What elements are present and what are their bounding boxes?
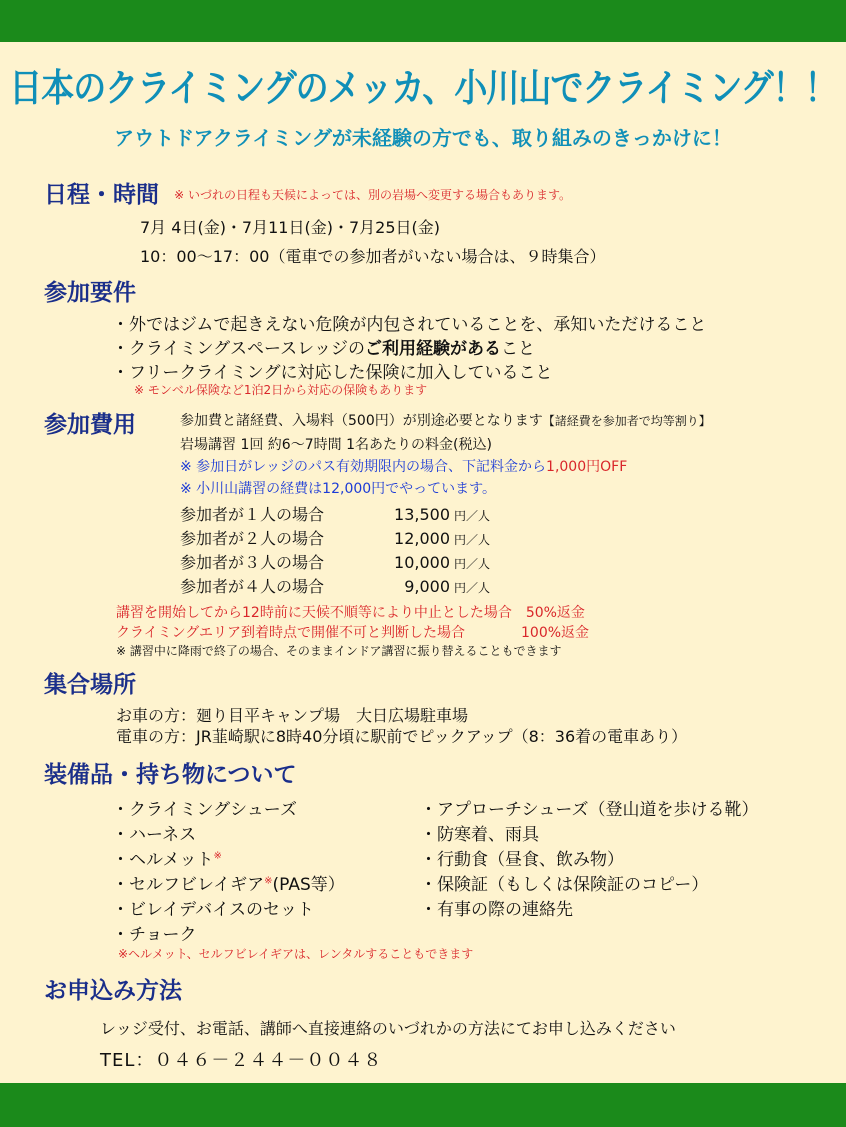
bottom-green-bar bbox=[0, 1083, 846, 1127]
requirement-item-1: ・外ではジムで起きえない危険が内包されていることを、承知いただけること bbox=[112, 315, 707, 335]
fee-line-3 bbox=[180, 456, 627, 476]
price-row bbox=[180, 574, 490, 597]
price-amount: 10,000 bbox=[394, 553, 450, 572]
schedule-time: 10：00～17：00（電車での参加者がいない場合は、９時集合） bbox=[140, 247, 606, 266]
price-row bbox=[180, 502, 490, 525]
price-amount: 13,500 bbox=[394, 505, 450, 524]
fee-line-4: ※ 小川山講習の経費は12,000円でやっています。 bbox=[180, 481, 497, 497]
equipment-item-left bbox=[112, 845, 222, 870]
price-amount: 12,000 bbox=[394, 529, 450, 548]
equipment-item-left: ・チョーク bbox=[112, 925, 197, 945]
equipment-item-left: ・ハーネス bbox=[112, 825, 197, 845]
price-label: 参加者が３人の場合 bbox=[180, 553, 325, 572]
fee-line-1-text: 参加費と諸経費、入場料（500円）が別途必要となります bbox=[180, 413, 543, 429]
equipment-helmet-label: ・ヘルメット bbox=[112, 850, 214, 870]
equipment-heading: 装備品・持ち物について bbox=[44, 762, 297, 788]
schedule-dates: 7月 4日(金)・7月11日(金)・7月25日(金) bbox=[140, 218, 440, 237]
fee-line-3-text: ※ 参加日がレッジのパス有効期限内の場合、下記料金から bbox=[180, 459, 547, 475]
price-unit: 円／人 bbox=[454, 533, 491, 547]
equipment-self-label: ・セルフビレイギア bbox=[112, 875, 265, 895]
refund-line-1: 講習を開始してから12時前に天候不順等により中止とした場合 50%返金 bbox=[116, 605, 585, 621]
fee-line-1-note: 【諸経費を参加者で均等割り】 bbox=[542, 414, 711, 428]
equipment-item-right: ・保険証（もしくは保険証のコピー） bbox=[420, 875, 709, 895]
top-green-bar bbox=[0, 0, 846, 42]
requirement-item-2-bold: ご利用経験がある bbox=[364, 339, 501, 359]
schedule-note: ※ いづれの日程も天候によっては、別の岩場へ変更する場合もあります。 bbox=[174, 188, 572, 202]
equipment-item-right: ・行動食（昼食、飲み物） bbox=[420, 850, 624, 870]
equipment-item-left bbox=[112, 870, 345, 895]
fee-discount: 1,000円OFF bbox=[546, 459, 628, 475]
equipment-self-suffix: (PAS等） bbox=[272, 875, 345, 895]
apply-text: レッジ受付、お電話、講師へ直接連絡のいづれかの方法にてお申し込みください bbox=[100, 1019, 676, 1038]
fee-line-1 bbox=[180, 410, 711, 430]
price-unit: 円／人 bbox=[454, 581, 491, 595]
price-row bbox=[180, 550, 490, 573]
meeting-heading: 集合場所 bbox=[44, 672, 136, 698]
price-amount: 9,000 bbox=[404, 577, 450, 596]
rain-note: ※ 講習中に降雨で終了の場合、そのままインドア講習に振り替えることもできます bbox=[116, 644, 562, 658]
equipment-item-right: ・防寒着、雨具 bbox=[420, 825, 539, 845]
requirement-item-3: ・フリークライミングに対応した保険に加入していること bbox=[112, 363, 553, 383]
self-mark: ※ bbox=[264, 875, 273, 887]
equipment-item-right: ・有事の際の連絡先 bbox=[420, 900, 573, 920]
schedule-heading: 日程・時間 bbox=[44, 182, 159, 208]
equipment-item-left: ・クライミングシューズ bbox=[112, 800, 297, 820]
page-title: 日本のクライミングのメッカ、小川山でクライミング！！ bbox=[9, 65, 837, 111]
apply-tel: TEL：０４６－２４４－００４８ bbox=[100, 1050, 383, 1071]
price-label: 参加者が２人の場合 bbox=[180, 529, 325, 548]
meeting-car: お車の方：廻り目平キャンプ場 大日広場駐車場 bbox=[116, 706, 469, 725]
fee-line-2: 岩場講習 1回 約6～7時間 1名あたりの料金(税込) bbox=[180, 437, 492, 453]
requirements-note: ※ モンベル保険など1泊2日から対応の保険もあります bbox=[134, 383, 428, 397]
schedule-section bbox=[44, 176, 571, 209]
refund-line-2: クライミングエリア到着時点で開催不可と判断した場合 100%返金 bbox=[116, 625, 590, 641]
price-unit: 円／人 bbox=[454, 557, 491, 571]
helmet-mark: ※ bbox=[213, 850, 222, 862]
page-subtitle: アウトドアクライミングが未経験の方でも、取り組みのきっかけに！ bbox=[114, 126, 732, 150]
price-label: 参加者が４人の場合 bbox=[180, 577, 325, 596]
requirement-item-2-post: こと bbox=[500, 339, 535, 359]
requirement-item-2-pre: ・クライミングスペースレッジの bbox=[112, 339, 365, 359]
equipment-item-left: ・ビレイデバイスのセット bbox=[112, 900, 314, 920]
requirements-heading: 参加要件 bbox=[44, 280, 136, 306]
price-row bbox=[180, 526, 490, 549]
fee-heading: 参加費用 bbox=[44, 412, 136, 438]
meeting-train: 電車の方：JR韮崎駅に8時40分頃に駅前でピックアップ（8：36着の電車あり） bbox=[116, 727, 688, 746]
price-unit: 円／人 bbox=[454, 509, 491, 523]
requirement-item-2 bbox=[112, 334, 535, 359]
apply-heading: お申込み方法 bbox=[44, 978, 182, 1004]
equipment-note: ※ヘルメット、セルフビレイギアは、レンタルすることもできます bbox=[118, 947, 474, 961]
equipment-item-right: ・アプローチシューズ（登山道を歩ける靴） bbox=[420, 800, 759, 820]
price-label: 参加者が１人の場合 bbox=[180, 505, 325, 524]
